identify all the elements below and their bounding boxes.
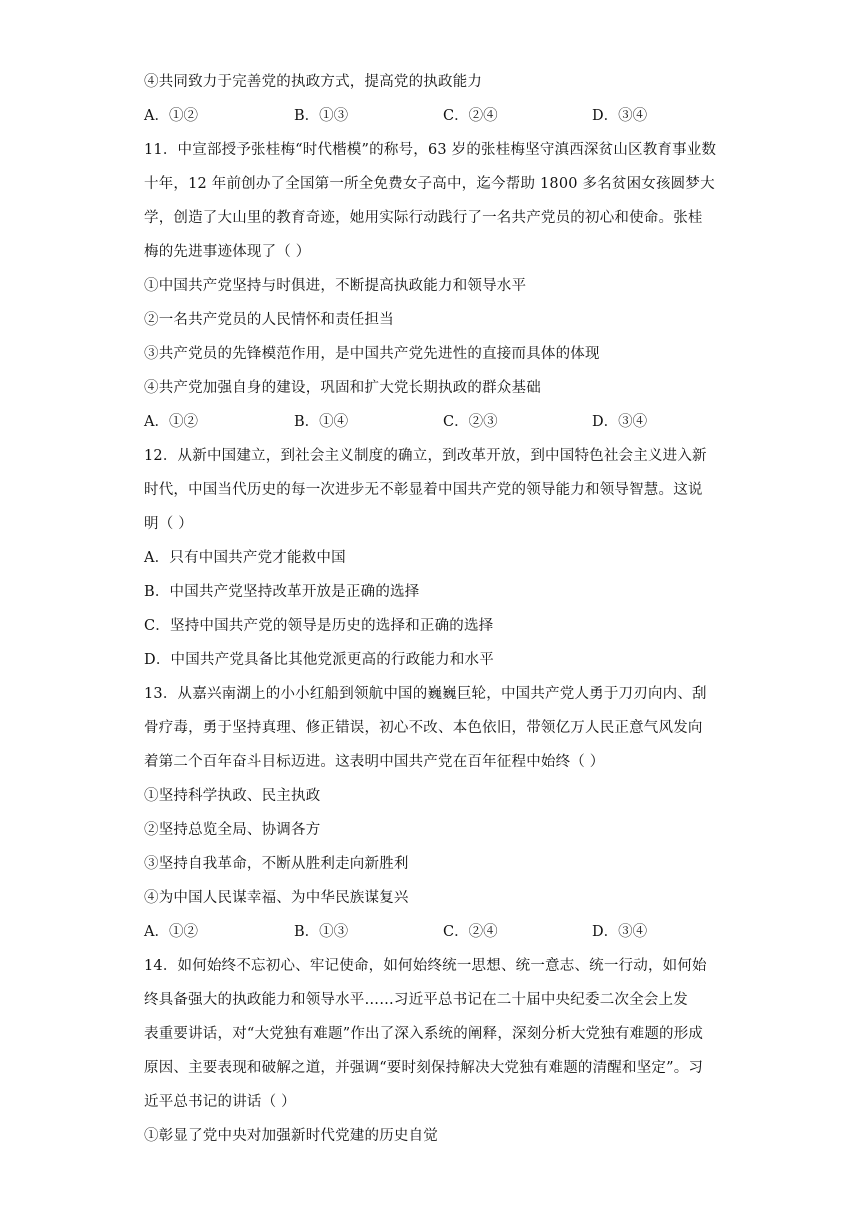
q13-item-2: ②坚持总览全局、协调各方	[144, 822, 321, 838]
q11-option-c[interactable]: C．②③	[443, 414, 498, 430]
q14-stem-line-2: 终具备强大的执政能力和领导水平……习近平总书记在二十届中央纪委二次全会上发	[144, 992, 688, 1008]
q10-item-4: ④共同致力于完善党的执政方式，提高党的执政能力	[144, 74, 483, 90]
q13-stem-line-1: 13．从嘉兴南湖上的小小红船到领航中国的巍巍巨轮，中国共产党人勇于刀刃向内、刮	[144, 686, 707, 702]
q10-options	[144, 106, 744, 126]
q12-option-d[interactable]: D．中国共产党具备比其他党派更高的行政能力和水平	[144, 652, 494, 668]
q12-option-b[interactable]: B．中国共产党坚持改革开放是正确的选择	[144, 584, 420, 600]
q11-stem-line-4: 梅的先进事迹体现了（ ）	[144, 244, 311, 260]
q11-item-3: ③共产党员的先锋模范作用，是中国共产党先进性的直接而具体的体现	[144, 346, 600, 362]
q13-item-1: ①坚持科学执政、民主执政	[144, 788, 321, 804]
q13-stem-line-2: 骨疗毒，勇于坚持真理、修正错误，初心不改、本色依旧，带领亿万人民正意气风发向	[144, 720, 703, 736]
q12-option-c[interactable]: C．坚持中国共产党的领导是历史的选择和正确的选择	[144, 618, 494, 634]
q13-options	[144, 922, 744, 942]
q12-option-a[interactable]: A．只有中国共产党才能救中国	[144, 550, 346, 566]
q12-stem-line-1: 12．从新中国建立，到社会主义制度的确立，到改革开放，到中国特色社会主义进入新	[144, 448, 707, 464]
q11-option-d[interactable]: D．③④	[592, 414, 648, 430]
q11-item-4: ④共产党加强自身的建设，巩固和扩大党长期执政的群众基础	[144, 380, 541, 396]
q14-stem-line-3: 表重要讲话，对“大党独有难题”作出了深入系统的阐释，深刻分析大党独有难题的形成	[144, 1026, 704, 1042]
q14-stem-line-4: 原因、主要表现和破解之道，并强调“要时刻保持解决大党独有难题的清醒和坚定”。习	[144, 1060, 704, 1076]
q11-stem-line-2: 十年，12 年前创办了全国第一所全免费女子高中，迄今帮助 1800 多名贫困女孩圆梦大	[144, 176, 715, 192]
q11-stem-line-1: 11．中宣部授予张桂梅“时代楷模”的称号，63 岁的张桂梅坚守滇西深贫山区教育事业数	[144, 142, 717, 158]
q13-item-3: ③坚持自我革命，不断从胜利走向新胜利	[144, 856, 409, 872]
q10-option-b[interactable]: B．①③	[294, 108, 349, 124]
q11-item-1: ①中国共产党坚持与时俱进，不断提高执政能力和领导水平	[144, 278, 527, 294]
q12-stem-line-3: 明（ ）	[144, 516, 193, 532]
q13-option-d[interactable]: D．③④	[592, 924, 648, 940]
q14-stem-line-1: 14．如何始终不忘初心、牢记使命，如何始终统一思想、统一意志、统一行动，如何始	[144, 958, 707, 974]
q10-option-c[interactable]: C．②④	[443, 108, 498, 124]
q11-item-2: ②一名共产党员的人民情怀和责任担当	[144, 312, 394, 328]
q13-item-4: ④为中国人民谋幸福、为中华民族谋复兴	[144, 890, 409, 906]
q10-option-a[interactable]: A．①②	[144, 108, 198, 124]
q11-stem-line-3: 学，创造了大山里的教育奇迹，她用实际行动践行了一名共产党员的初心和使命。张桂	[144, 210, 703, 226]
q13-option-c[interactable]: C．②④	[443, 924, 498, 940]
q13-option-b[interactable]: B．①③	[294, 924, 349, 940]
q11-option-a[interactable]: A．①②	[144, 414, 198, 430]
q14-stem-line-5: 近平总书记的讲话（ ）	[144, 1094, 296, 1110]
q12-stem-line-2: 时代，中国当代历史的每一次进步无不彰显着中国共产党的领导能力和领导智慧。这说	[144, 482, 703, 498]
q14-item-1: ①彰显了党中央对加强新时代党建的历史自觉	[144, 1128, 438, 1144]
q11-options	[144, 412, 744, 432]
q13-stem-line-3: 着第二个百年奋斗目标迈进。这表明中国共产党在百年征程中始终（ ）	[144, 754, 605, 770]
q13-option-a[interactable]: A．①②	[144, 924, 198, 940]
q11-option-b[interactable]: B．①④	[294, 414, 349, 430]
q10-option-d[interactable]: D．③④	[592, 108, 648, 124]
